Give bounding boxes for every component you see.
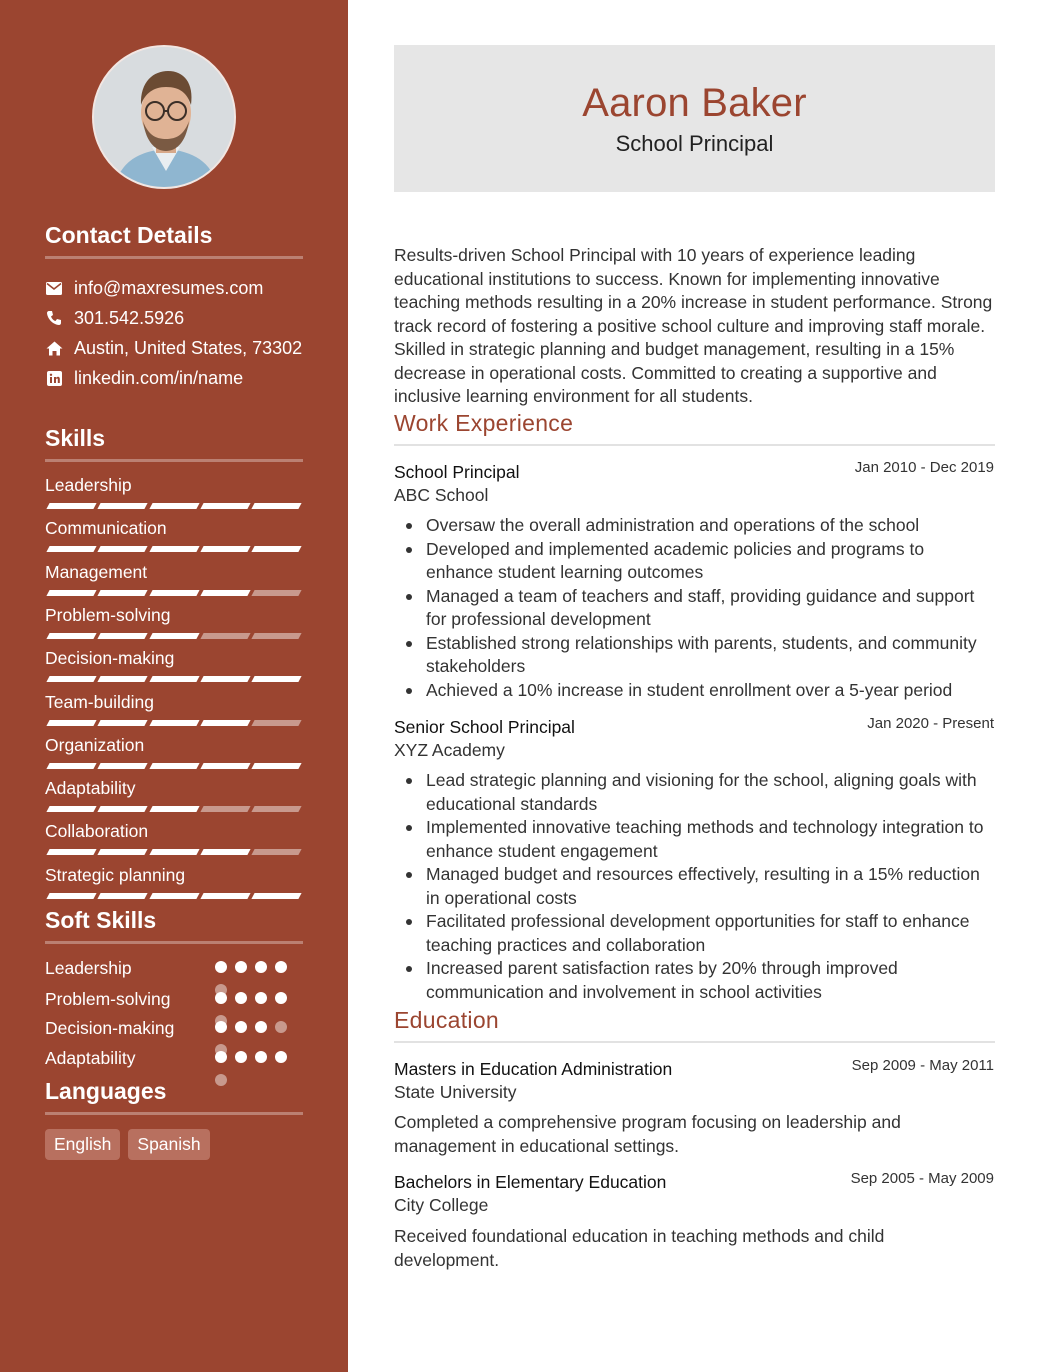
skill-segment-filled: [200, 893, 250, 899]
skill-level-bar: [45, 503, 301, 509]
degree-school: State University: [394, 1082, 517, 1102]
bullet-item: Lead strategic planning and visioning for the school, aligning goals with educational standards: [394, 769, 994, 816]
bullet-item: Oversaw the overall administration and operations of the school: [394, 514, 994, 538]
skill-segment-filled: [200, 546, 250, 552]
skill-level-bar: [45, 763, 301, 769]
degree-title: Bachelors in Elementary Education: [394, 1172, 667, 1192]
skill-segment-filled: [149, 806, 199, 812]
soft-skill-dot-filled: [215, 961, 227, 973]
phone-icon: [45, 309, 63, 327]
skill-label: Strategic planning: [45, 864, 186, 885]
skill-segment-filled: [149, 633, 199, 639]
skill-segment-filled: [46, 849, 96, 855]
skill-segment-empty: [200, 806, 250, 812]
job-bullets: [394, 769, 994, 1004]
contact-phone-text: 301.542.5926: [74, 307, 185, 328]
summary-text: Results-driven School Principal with 10 years of experience leading educational institutions to success. Known for implementing innovative teaching methods resulting in a 20% increase in student performance. Strong track record of fostering a positive school culture and improving staff morale. Skilled in strategic planning and budget management, resulting in a 15% decrease in operational costs. Committed to creating a supportive and inclusive learning environment for all students.: [394, 245, 993, 406]
skill-label: Adaptability: [45, 778, 136, 799]
skill-segment-filled: [98, 676, 148, 682]
skill-label: Communication: [45, 518, 167, 539]
skill-segment-filled: [149, 720, 199, 726]
skill-label: Leadership: [45, 475, 132, 495]
soft-skill-dot-filled: [255, 1021, 267, 1033]
skill-label: Problem-solving: [45, 604, 171, 625]
linkedin-icon: [45, 369, 63, 387]
bullet-item: Achieved a 10% increase in student enrollment over a 5-year period: [394, 679, 994, 703]
name-header: [394, 45, 995, 192]
skill-label: Team-building: [45, 691, 154, 712]
contact-email[interactable]: [45, 277, 263, 299]
skill-item: [45, 475, 301, 495]
soft-skill-item: [45, 1017, 285, 1039]
skill-segment-filled: [252, 546, 302, 552]
home-icon: [45, 339, 63, 357]
languages-list: [45, 1129, 210, 1160]
degree-dates: Sep 2005 - May 2009: [850, 1170, 994, 1187]
bullet-item: Established strong relationships with parents, students, and community stakeholders: [394, 632, 994, 679]
bullet-item: Developed and implemented academic policies and programs to enhance student learning outcomes: [394, 538, 994, 585]
skill-item: [45, 735, 301, 755]
skill-segment-filled: [46, 763, 96, 769]
skill-level-bar: [45, 720, 301, 726]
soft-skill-dot-filled: [235, 961, 247, 973]
contact-email-text: info@maxresumes.com: [74, 277, 264, 298]
soft-skill-label: Leadership: [45, 958, 132, 978]
skill-label: Decision-making: [45, 648, 175, 669]
skill-segment-filled: [46, 590, 96, 596]
sidebar: [0, 0, 348, 1372]
skill-segment-filled: [200, 763, 250, 769]
skill-segment-filled: [98, 633, 148, 639]
skill-segment-filled: [149, 546, 199, 552]
skill-level-bar: [45, 849, 301, 855]
degree-school: City College: [394, 1195, 489, 1215]
contact-address-text: Austin, United States, 73302: [74, 337, 303, 358]
envelope-icon: [45, 279, 63, 297]
skill-item: [45, 518, 301, 538]
skill-segment-filled: [46, 720, 96, 726]
soft-skill-dot-filled: [215, 1021, 227, 1033]
skill-segment-filled: [252, 893, 302, 899]
skill-segment-filled: [200, 590, 250, 596]
job-title: School Principal: [394, 462, 520, 482]
skill-segment-filled: [98, 720, 148, 726]
soft-skill-dot-filled: [235, 1021, 247, 1033]
skill-item: [45, 605, 301, 625]
contact-phone[interactable]: [45, 307, 184, 329]
skill-segment-empty: [252, 633, 302, 639]
degree-description: Completed a comprehensive program focusing on leadership and management in educational settings.: [394, 1112, 901, 1156]
job-dates: Jan 2010 - Dec 2019: [854, 459, 994, 476]
skill-segment-empty: [252, 720, 302, 726]
skill-segment-empty: [252, 849, 302, 855]
job-dates: Jan 2020 - Present: [867, 715, 994, 732]
skill-level-bar: [45, 676, 301, 682]
degree-description: Received foundational education in teaching methods and child development.: [394, 1226, 885, 1270]
skill-segment-filled: [98, 806, 148, 812]
soft-skill-dot-filled: [215, 1051, 227, 1063]
soft-skill-dot-filled: [255, 961, 267, 973]
job-organization: ABC School: [394, 485, 489, 505]
skills-heading: Skills: [45, 425, 303, 462]
education-heading: Education: [394, 1007, 995, 1043]
skill-level-bar: [45, 806, 301, 812]
soft-skill-item: [45, 1047, 285, 1069]
skill-segment-filled: [98, 590, 148, 596]
skill-label: Collaboration: [45, 821, 149, 842]
skill-segment-empty: [252, 806, 302, 812]
skill-segment-filled: [149, 590, 199, 596]
bullet-item: Increased parent satisfaction rates by 20% through improved communication and involvement in school activities: [394, 957, 994, 1004]
skill-label: Management: [45, 561, 148, 582]
job-title: Senior School Principal: [394, 717, 575, 737]
candidate-name: Aaron Baker: [582, 81, 807, 125]
skill-segment-filled: [252, 763, 302, 769]
bullet-item: Facilitated professional development opportunities for staff to enhance teaching practices and collaboration: [394, 910, 994, 957]
skill-segment-filled: [46, 806, 96, 812]
skill-segment-filled: [200, 720, 250, 726]
skill-segment-filled: [98, 546, 148, 552]
skill-item: [45, 778, 301, 798]
skill-segment-filled: [46, 633, 96, 639]
skill-segment-filled: [252, 676, 302, 682]
bullet-item: Managed a team of teachers and staff, providing guidance and support for professional development: [394, 585, 994, 632]
skill-item: [45, 648, 301, 668]
skill-segment-empty: [252, 590, 302, 596]
language-tag: Spanish: [128, 1129, 209, 1160]
soft-skill-dot-filled: [275, 961, 287, 973]
degree-title: Masters in Education Administration: [394, 1059, 673, 1079]
skill-item: [45, 865, 301, 885]
soft-skill-dot-filled: [275, 992, 287, 1004]
skill-segment-filled: [200, 849, 250, 855]
skill-item: [45, 562, 301, 582]
skill-segment-filled: [46, 676, 96, 682]
profile-photo: [94, 47, 236, 189]
skill-segment-filled: [98, 849, 148, 855]
contact-heading: Contact Details: [45, 222, 303, 259]
skill-level-bar: [45, 893, 301, 899]
skill-level-bar: [45, 590, 301, 596]
skill-segment-filled: [98, 503, 148, 509]
skill-segment-filled: [46, 546, 96, 552]
skill-item: [45, 692, 301, 712]
skill-segment-filled: [46, 503, 96, 509]
languages-heading: Languages: [45, 1078, 303, 1115]
soft-skill-label: Decision-making: [45, 1018, 175, 1038]
skill-segment-filled: [149, 503, 199, 509]
skill-segment-filled: [252, 503, 302, 509]
soft-skill-dot-filled: [255, 992, 267, 1004]
soft-skill-item: [45, 957, 285, 979]
language-tag: English: [45, 1129, 120, 1160]
soft-skill-dot-empty: [275, 1021, 287, 1033]
skill-segment-filled: [149, 893, 199, 899]
skill-label: Organization: [45, 734, 145, 755]
work-experience-heading: Work Experience: [394, 410, 995, 446]
contact-linkedin[interactable]: [45, 367, 243, 389]
soft-skill-dot-filled: [275, 1051, 287, 1063]
soft-skill-dot-filled: [235, 1051, 247, 1063]
soft-skill-label: Problem-solving: [45, 989, 171, 1009]
skill-level-bar: [45, 546, 301, 552]
soft-skill-dot-filled: [235, 992, 247, 1004]
job-bullets: [394, 514, 994, 702]
soft-skill-label: Adaptability: [45, 1048, 136, 1068]
skill-segment-filled: [46, 893, 96, 899]
job-organization: XYZ Academy: [394, 740, 505, 760]
skill-segment-filled: [98, 763, 148, 769]
skill-segment-filled: [149, 849, 199, 855]
skill-segment-filled: [200, 503, 250, 509]
bullet-item: Implemented innovative teaching methods and technology integration to enhance student engagement: [394, 816, 994, 863]
contact-linkedin-text: linkedin.com/in/name: [74, 367, 244, 388]
avatar: [92, 45, 236, 189]
skill-segment-filled: [200, 676, 250, 682]
skill-segment-filled: [149, 763, 199, 769]
soft-skill-dot-filled: [215, 992, 227, 1004]
candidate-title: School Principal: [615, 131, 774, 156]
soft-skill-item: [45, 988, 285, 1010]
skill-segment-filled: [98, 893, 148, 899]
soft-skill-dot-filled: [255, 1051, 267, 1063]
soft-skills-heading: Soft Skills: [45, 907, 303, 944]
bullet-item: Managed budget and resources effectively, resulting in a 15% reduction in operational costs: [394, 863, 994, 910]
skill-level-bar: [45, 633, 301, 639]
skill-item: [45, 821, 301, 841]
skill-segment-filled: [149, 676, 199, 682]
degree-dates: Sep 2009 - May 2011: [851, 1057, 994, 1074]
contact-address: [45, 337, 302, 359]
skill-segment-empty: [200, 633, 250, 639]
